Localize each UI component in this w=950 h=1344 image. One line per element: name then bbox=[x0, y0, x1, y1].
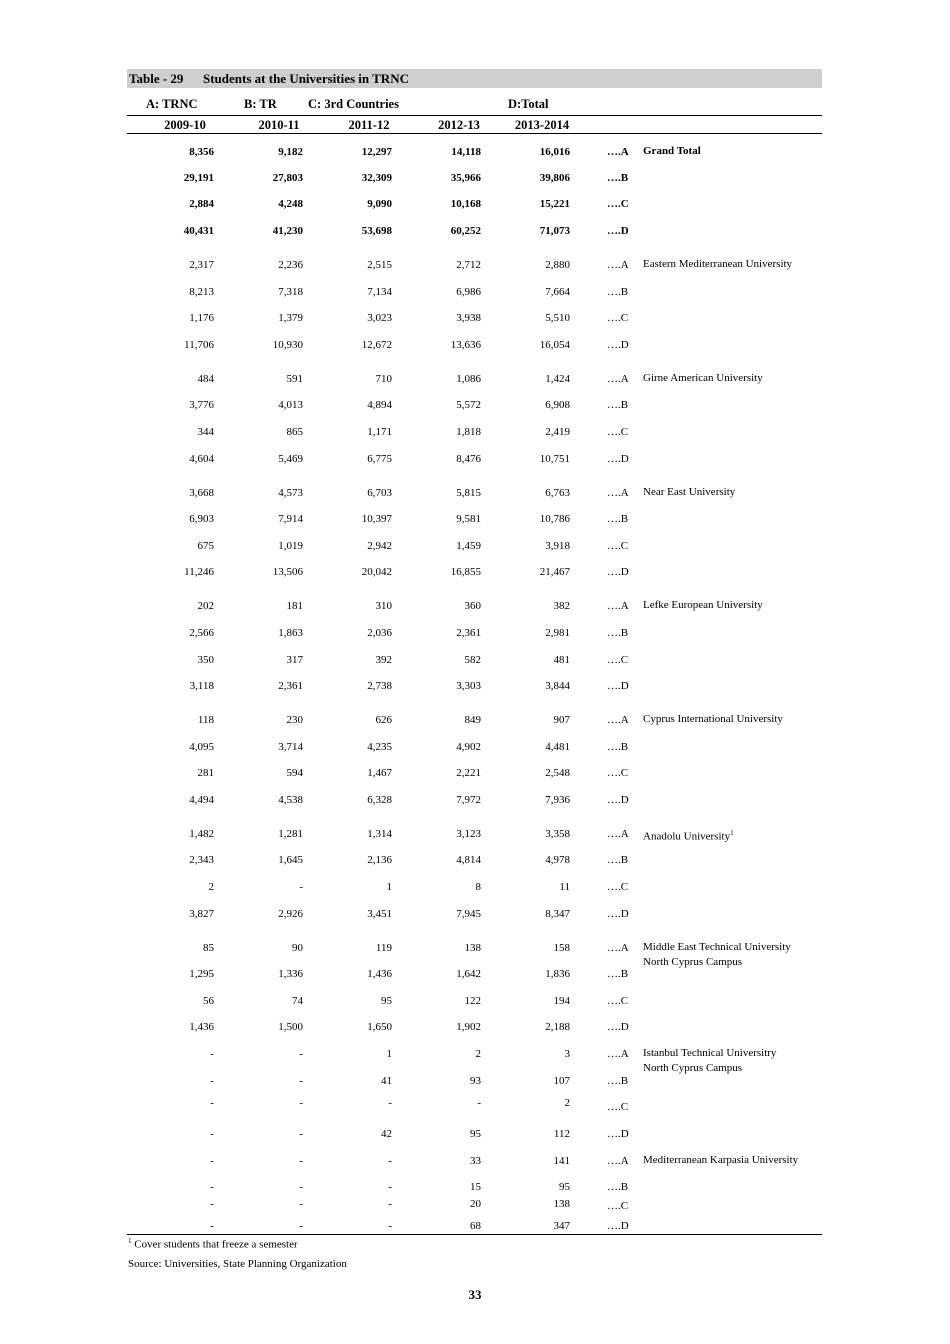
table-cell: - bbox=[299, 1220, 303, 1232]
table-cell: 1,500 bbox=[278, 1021, 303, 1033]
row-code: ….A bbox=[607, 1155, 629, 1167]
table-cell: 21,467 bbox=[539, 566, 570, 578]
university-name bbox=[643, 712, 783, 727]
table-cell: 1,482 bbox=[189, 828, 214, 840]
table-cell: 3,714 bbox=[278, 741, 303, 753]
table-cell: - bbox=[210, 1181, 214, 1193]
table-cell: 1,086 bbox=[456, 373, 481, 385]
table-cell: 16,054 bbox=[539, 339, 570, 351]
table-cell: 181 bbox=[286, 600, 303, 612]
table-cell: 119 bbox=[375, 942, 392, 954]
table-cell: 27,803 bbox=[272, 172, 303, 184]
row-code: ….B bbox=[607, 172, 629, 184]
table-cell: 3,451 bbox=[367, 908, 392, 920]
university-name bbox=[643, 257, 792, 272]
table-cell: 20 bbox=[470, 1198, 481, 1210]
legend-d: D:Total bbox=[508, 97, 549, 111]
table-cell: 107 bbox=[553, 1075, 570, 1087]
table-cell: - bbox=[210, 1198, 214, 1210]
table-cell: 2,548 bbox=[545, 767, 570, 779]
table-cell: 2,419 bbox=[545, 426, 570, 438]
table-cell: 2,712 bbox=[456, 259, 481, 271]
table-cell: 2,343 bbox=[189, 854, 214, 866]
table-cell: 10,397 bbox=[361, 513, 392, 525]
table-cell: 10,786 bbox=[539, 513, 570, 525]
table-cell: 2,317 bbox=[189, 259, 214, 271]
table-cell: 1,836 bbox=[545, 968, 570, 980]
university-campus-text: North Cyprus Campus bbox=[643, 1062, 742, 1074]
row-code: ….C bbox=[607, 198, 629, 210]
university-name bbox=[643, 485, 735, 500]
table-cell: 5,815 bbox=[456, 487, 481, 499]
table-end-rule bbox=[127, 1234, 822, 1235]
footnote-marker: 1 bbox=[128, 1237, 132, 1245]
legend-b: B: TR bbox=[244, 97, 277, 111]
university-name-text: Middle East Technical University bbox=[643, 941, 791, 953]
table-cell: 1,902 bbox=[456, 1021, 481, 1033]
table-cell: 3,918 bbox=[545, 540, 570, 552]
table-cell: 4,604 bbox=[189, 453, 214, 465]
table-cell: 11,246 bbox=[184, 566, 214, 578]
table-cell: 6,328 bbox=[367, 794, 392, 806]
row-code: ….B bbox=[607, 1181, 629, 1193]
footnote-reference: 1 bbox=[730, 829, 734, 837]
table-cell: 14,118 bbox=[451, 146, 481, 158]
table-cell: 1,295 bbox=[189, 968, 214, 980]
table-cell: 1,436 bbox=[189, 1021, 214, 1033]
table-cell: 1,314 bbox=[367, 828, 392, 840]
table-cell: 582 bbox=[464, 654, 481, 666]
table-cell: 122 bbox=[464, 995, 481, 1007]
table-cell: 3,776 bbox=[189, 399, 214, 411]
table-cell: 74 bbox=[292, 995, 303, 1007]
table-cell: 347 bbox=[553, 1220, 570, 1232]
table-cell: - bbox=[210, 1128, 214, 1140]
table-cell: 5,510 bbox=[545, 312, 570, 324]
table-cell: 41 bbox=[381, 1075, 392, 1087]
table-cell: 1 bbox=[386, 881, 392, 893]
table-cell: - bbox=[210, 1048, 214, 1060]
table-cell: 2,981 bbox=[545, 627, 570, 639]
table-cell: 4,095 bbox=[189, 741, 214, 753]
table-cell: 158 bbox=[553, 942, 570, 954]
table-cell: - bbox=[388, 1198, 392, 1210]
table-cell: 1,645 bbox=[278, 854, 303, 866]
table-cell: 4,978 bbox=[545, 854, 570, 866]
university-name bbox=[643, 1153, 798, 1168]
table-cell: 8,213 bbox=[189, 286, 214, 298]
university-name-text: Cyprus International University bbox=[643, 713, 783, 725]
table-cell: 8,476 bbox=[456, 453, 481, 465]
row-code: ….A bbox=[607, 259, 629, 271]
table-cell: 9,182 bbox=[278, 146, 303, 158]
university-name-text: Near East University bbox=[643, 486, 736, 498]
year-header-3: 2011-12 bbox=[348, 118, 390, 132]
header-top-rule bbox=[127, 115, 822, 116]
page-number: 33 bbox=[468, 1287, 482, 1302]
table-cell: 95 bbox=[559, 1181, 570, 1193]
university-name-text: Eastern Mediterranean University bbox=[643, 258, 793, 270]
table-cell: 33 bbox=[470, 1155, 481, 1167]
row-code: ….D bbox=[607, 794, 629, 806]
source-note: Source: Universities, State Planning Organization bbox=[128, 1258, 347, 1270]
table-title: Students at the Universities in TRNC bbox=[203, 71, 409, 86]
year-header-1: 2009-10 bbox=[164, 118, 206, 132]
table-cell: 865 bbox=[286, 426, 303, 438]
table-cell: 15 bbox=[470, 1181, 481, 1193]
row-code: ….D bbox=[607, 1128, 629, 1140]
university-name-text: Grand Total bbox=[643, 145, 701, 157]
row-code: ….A bbox=[607, 942, 629, 954]
table-cell: 1,642 bbox=[456, 968, 481, 980]
table-cell: 360 bbox=[464, 600, 481, 612]
row-code: ….A bbox=[607, 714, 629, 726]
table-cell: 675 bbox=[197, 540, 214, 552]
table-cell: 8,347 bbox=[545, 908, 570, 920]
table-cell: 11,706 bbox=[184, 339, 214, 351]
table-cell: - bbox=[299, 881, 303, 893]
table-cell: 60,252 bbox=[450, 225, 481, 237]
table-cell: 35,966 bbox=[450, 172, 481, 184]
table-cell: 13,506 bbox=[272, 566, 303, 578]
table-cell: 7,134 bbox=[367, 286, 392, 298]
table-cell: 4,894 bbox=[367, 399, 392, 411]
table-cell: 2 bbox=[208, 881, 214, 893]
table-cell: 112 bbox=[553, 1128, 570, 1140]
table-cell: 281 bbox=[197, 767, 214, 779]
university-name bbox=[643, 826, 734, 845]
table-cell: 2,361 bbox=[278, 680, 303, 692]
table-cell: 12,672 bbox=[361, 339, 392, 351]
table-cell: 3,023 bbox=[367, 312, 392, 324]
row-code: ….C bbox=[607, 1200, 629, 1212]
table-cell: 4,494 bbox=[189, 794, 214, 806]
table-cell: 6,903 bbox=[189, 513, 214, 525]
row-code: ….C bbox=[607, 540, 629, 552]
table-cell: 41,230 bbox=[272, 225, 303, 237]
row-code: ….B bbox=[607, 286, 629, 298]
row-code: ….D bbox=[607, 566, 629, 578]
table-cell: 9,090 bbox=[367, 198, 392, 210]
table-cell: 1,281 bbox=[278, 828, 303, 840]
table-cell: 1,379 bbox=[278, 312, 303, 324]
table-cell: 2,738 bbox=[367, 680, 392, 692]
year-header-4: 2012-13 bbox=[438, 118, 480, 132]
row-code: ….C bbox=[607, 881, 629, 893]
table-cell: - bbox=[299, 1198, 303, 1210]
table-cell: 10,168 bbox=[450, 198, 481, 210]
university-campus-text: North Cyprus Campus bbox=[643, 956, 742, 968]
row-code: ….D bbox=[607, 453, 629, 465]
table-cell: 4,235 bbox=[367, 741, 392, 753]
table-cell: 68 bbox=[470, 1220, 481, 1232]
table-cell: 7,936 bbox=[545, 794, 570, 806]
table-cell: - bbox=[299, 1048, 303, 1060]
table-cell: 6,703 bbox=[367, 487, 392, 499]
table-cell: 3 bbox=[564, 1048, 570, 1060]
table-cell: 2,136 bbox=[367, 854, 392, 866]
table-cell: 3,668 bbox=[189, 487, 214, 499]
university-name-text: Lefke European University bbox=[643, 599, 763, 611]
table-cell: 1,459 bbox=[456, 540, 481, 552]
table-cell: 1,650 bbox=[367, 1021, 392, 1033]
row-code: ….B bbox=[607, 627, 629, 639]
table-cell: 8 bbox=[475, 881, 481, 893]
table-cell: 9,581 bbox=[456, 513, 481, 525]
table-cell: 3,938 bbox=[456, 312, 481, 324]
row-code: ….D bbox=[607, 908, 629, 920]
table-cell: 1,424 bbox=[545, 373, 570, 385]
row-code: ….D bbox=[607, 680, 629, 692]
table-cell: - bbox=[210, 1097, 214, 1109]
table-cell: 138 bbox=[553, 1198, 570, 1210]
university-name bbox=[643, 598, 763, 613]
table-cell: 118 bbox=[197, 714, 214, 726]
table-cell: 39,806 bbox=[539, 172, 570, 184]
table-cell: 344 bbox=[197, 426, 214, 438]
table-cell: 230 bbox=[286, 714, 303, 726]
table-cell: 2,566 bbox=[189, 627, 214, 639]
table-cell: 3,303 bbox=[456, 680, 481, 692]
table-cell: 2 bbox=[475, 1048, 481, 1060]
table-cell: 3,827 bbox=[189, 908, 214, 920]
table-cell: - bbox=[210, 1155, 214, 1167]
table-cell: 2 bbox=[564, 1097, 570, 1109]
table-cell: 56 bbox=[203, 995, 214, 1007]
table-cell: 11 bbox=[559, 881, 570, 893]
row-code: ….C bbox=[607, 654, 629, 666]
row-code: ….A bbox=[607, 146, 629, 158]
table-cell: 20,042 bbox=[361, 566, 392, 578]
row-code: ….B bbox=[607, 1075, 629, 1087]
table-cell: 5,572 bbox=[456, 399, 481, 411]
table-cell: 3,123 bbox=[456, 828, 481, 840]
table-cell: 4,573 bbox=[278, 487, 303, 499]
row-code: ….A bbox=[607, 1048, 629, 1060]
table-cell: 626 bbox=[375, 714, 392, 726]
table-cell: 32,309 bbox=[361, 172, 392, 184]
year-header-5: 2013-2014 bbox=[514, 118, 570, 132]
table-cell: 2,221 bbox=[456, 767, 481, 779]
table-cell: 1,436 bbox=[367, 968, 392, 980]
table-cell: 7,318 bbox=[278, 286, 303, 298]
table-cell: 1,467 bbox=[367, 767, 392, 779]
table-cell: - bbox=[388, 1097, 392, 1109]
table-cell: 85 bbox=[203, 942, 214, 954]
legend-c: C: 3rd Countries bbox=[308, 97, 399, 111]
table-cell: 382 bbox=[553, 600, 570, 612]
table-cell: 4,814 bbox=[456, 854, 481, 866]
table-cell: 2,884 bbox=[189, 198, 214, 210]
table-cell: 71,073 bbox=[539, 225, 570, 237]
table-cell: 317 bbox=[286, 654, 303, 666]
university-name-text: Anadolu University bbox=[643, 830, 731, 843]
table-cell: 3,118 bbox=[189, 680, 214, 692]
row-code: ….A bbox=[607, 373, 629, 385]
table-cell: - bbox=[299, 1181, 303, 1193]
table-cell: 1,176 bbox=[189, 312, 214, 324]
table-cell: 2,880 bbox=[545, 259, 570, 271]
table-cell: 3,844 bbox=[545, 680, 570, 692]
table-cell: - bbox=[299, 1155, 303, 1167]
table-cell: - bbox=[388, 1155, 392, 1167]
table-cell: 10,751 bbox=[539, 453, 570, 465]
table-cell: 484 bbox=[197, 373, 214, 385]
header-bottom-rule bbox=[127, 133, 822, 134]
table-cell: 12,297 bbox=[361, 146, 392, 158]
table-cell: 194 bbox=[553, 995, 570, 1007]
row-code: ….D bbox=[607, 339, 629, 351]
table-cell: - bbox=[299, 1075, 303, 1087]
row-code: ….C bbox=[607, 312, 629, 324]
university-name bbox=[643, 144, 701, 159]
table-cell: 2,515 bbox=[367, 259, 392, 271]
table-cell: 40,431 bbox=[183, 225, 214, 237]
table-cell: 481 bbox=[553, 654, 570, 666]
table-cell: 4,481 bbox=[545, 741, 570, 753]
table-cell: - bbox=[299, 1128, 303, 1140]
table-cell: - bbox=[299, 1097, 303, 1109]
table-cell: 7,972 bbox=[456, 794, 481, 806]
university-name-text: Istanbul Technical Universitry bbox=[643, 1047, 777, 1059]
table-cell: 5,469 bbox=[278, 453, 303, 465]
row-code: ….C bbox=[607, 1101, 629, 1113]
table-cell: 7,664 bbox=[545, 286, 570, 298]
table-cell: 1,171 bbox=[367, 426, 392, 438]
table-cell: 1,818 bbox=[456, 426, 481, 438]
table-cell: 7,945 bbox=[456, 908, 481, 920]
table-cell: 10,930 bbox=[272, 339, 303, 351]
table-cell: 90 bbox=[292, 942, 303, 954]
table-cell: 7,914 bbox=[278, 513, 303, 525]
row-code: ….C bbox=[607, 767, 629, 779]
table-cell: 1,336 bbox=[278, 968, 303, 980]
footnote-text: Cover students that freeze a semester bbox=[134, 1238, 298, 1251]
table-cell: 95 bbox=[470, 1128, 481, 1140]
table-cell: 16,855 bbox=[450, 566, 481, 578]
table-cell: 849 bbox=[464, 714, 481, 726]
university-name-text: Mediterranean Karpasia University bbox=[643, 1154, 799, 1166]
table-cell: 3,358 bbox=[545, 828, 570, 840]
table-cell: - bbox=[388, 1181, 392, 1193]
row-code: ….B bbox=[607, 513, 629, 525]
table-cell: 2,236 bbox=[278, 259, 303, 271]
row-code: ….B bbox=[607, 741, 629, 753]
year-header-2: 2010-11 bbox=[258, 118, 300, 132]
row-code: ….D bbox=[607, 1220, 629, 1232]
university-name-text: Girne American University bbox=[643, 372, 763, 384]
legend-a: A: TRNC bbox=[146, 97, 198, 111]
table-cell: 13,636 bbox=[450, 339, 481, 351]
table-cell: 53,698 bbox=[361, 225, 392, 237]
table-cell: 138 bbox=[464, 942, 481, 954]
table-cell: 93 bbox=[470, 1075, 481, 1087]
table-cell: 907 bbox=[553, 714, 570, 726]
row-code: ….B bbox=[607, 854, 629, 866]
row-code: ….A bbox=[607, 600, 629, 612]
table-cell: 6,908 bbox=[545, 399, 570, 411]
university-name bbox=[643, 940, 791, 970]
table-cell: 4,248 bbox=[278, 198, 303, 210]
table-cell: 2,188 bbox=[545, 1021, 570, 1033]
row-code: ….A bbox=[607, 487, 629, 499]
table-cell: - bbox=[388, 1220, 392, 1232]
table-cell: 710 bbox=[375, 373, 392, 385]
table-cell: 350 bbox=[197, 654, 214, 666]
table-cell: 594 bbox=[286, 767, 303, 779]
table-cell: 1 bbox=[386, 1048, 392, 1060]
table-cell: 202 bbox=[197, 600, 214, 612]
table-cell: 4,902 bbox=[456, 741, 481, 753]
university-name bbox=[643, 1046, 776, 1076]
table-cell: 2,942 bbox=[367, 540, 392, 552]
table-cell: - bbox=[210, 1075, 214, 1087]
table-cell: 6,763 bbox=[545, 487, 570, 499]
row-code: ….C bbox=[607, 426, 629, 438]
table-cell: - bbox=[210, 1220, 214, 1232]
row-code: ….D bbox=[607, 1021, 629, 1033]
table-cell: 29,191 bbox=[183, 172, 214, 184]
table-cell: 392 bbox=[375, 654, 392, 666]
table-title-bar bbox=[127, 69, 822, 88]
table-cell: 6,986 bbox=[456, 286, 481, 298]
row-code: ….B bbox=[607, 399, 629, 411]
table-cell: 141 bbox=[553, 1155, 570, 1167]
table-cell: 95 bbox=[381, 995, 392, 1007]
table-cell: 16,016 bbox=[539, 146, 570, 158]
table-cell: 4,013 bbox=[278, 399, 303, 411]
table-cell: 6,775 bbox=[367, 453, 392, 465]
table-cell: 2,036 bbox=[367, 627, 392, 639]
row-code: ….D bbox=[607, 225, 629, 237]
table-cell: 2,926 bbox=[278, 908, 303, 920]
table-number: Table - 29 bbox=[129, 71, 184, 86]
table-cell: 1,019 bbox=[278, 540, 303, 552]
university-name bbox=[643, 371, 763, 386]
table-cell: 1,863 bbox=[278, 627, 303, 639]
footnote bbox=[128, 1237, 298, 1251]
table-cell: - bbox=[477, 1097, 481, 1109]
row-code: ….B bbox=[607, 968, 629, 980]
table-cell: 4,538 bbox=[278, 794, 303, 806]
row-code: ….C bbox=[607, 995, 629, 1007]
table-cell: 42 bbox=[381, 1128, 392, 1140]
table-cell: 310 bbox=[375, 600, 392, 612]
table-cell: 8,356 bbox=[189, 146, 214, 158]
table-cell: 15,221 bbox=[539, 198, 570, 210]
table-cell: 591 bbox=[286, 373, 303, 385]
row-code: ….A bbox=[607, 828, 629, 840]
table-cell: 2,361 bbox=[456, 627, 481, 639]
